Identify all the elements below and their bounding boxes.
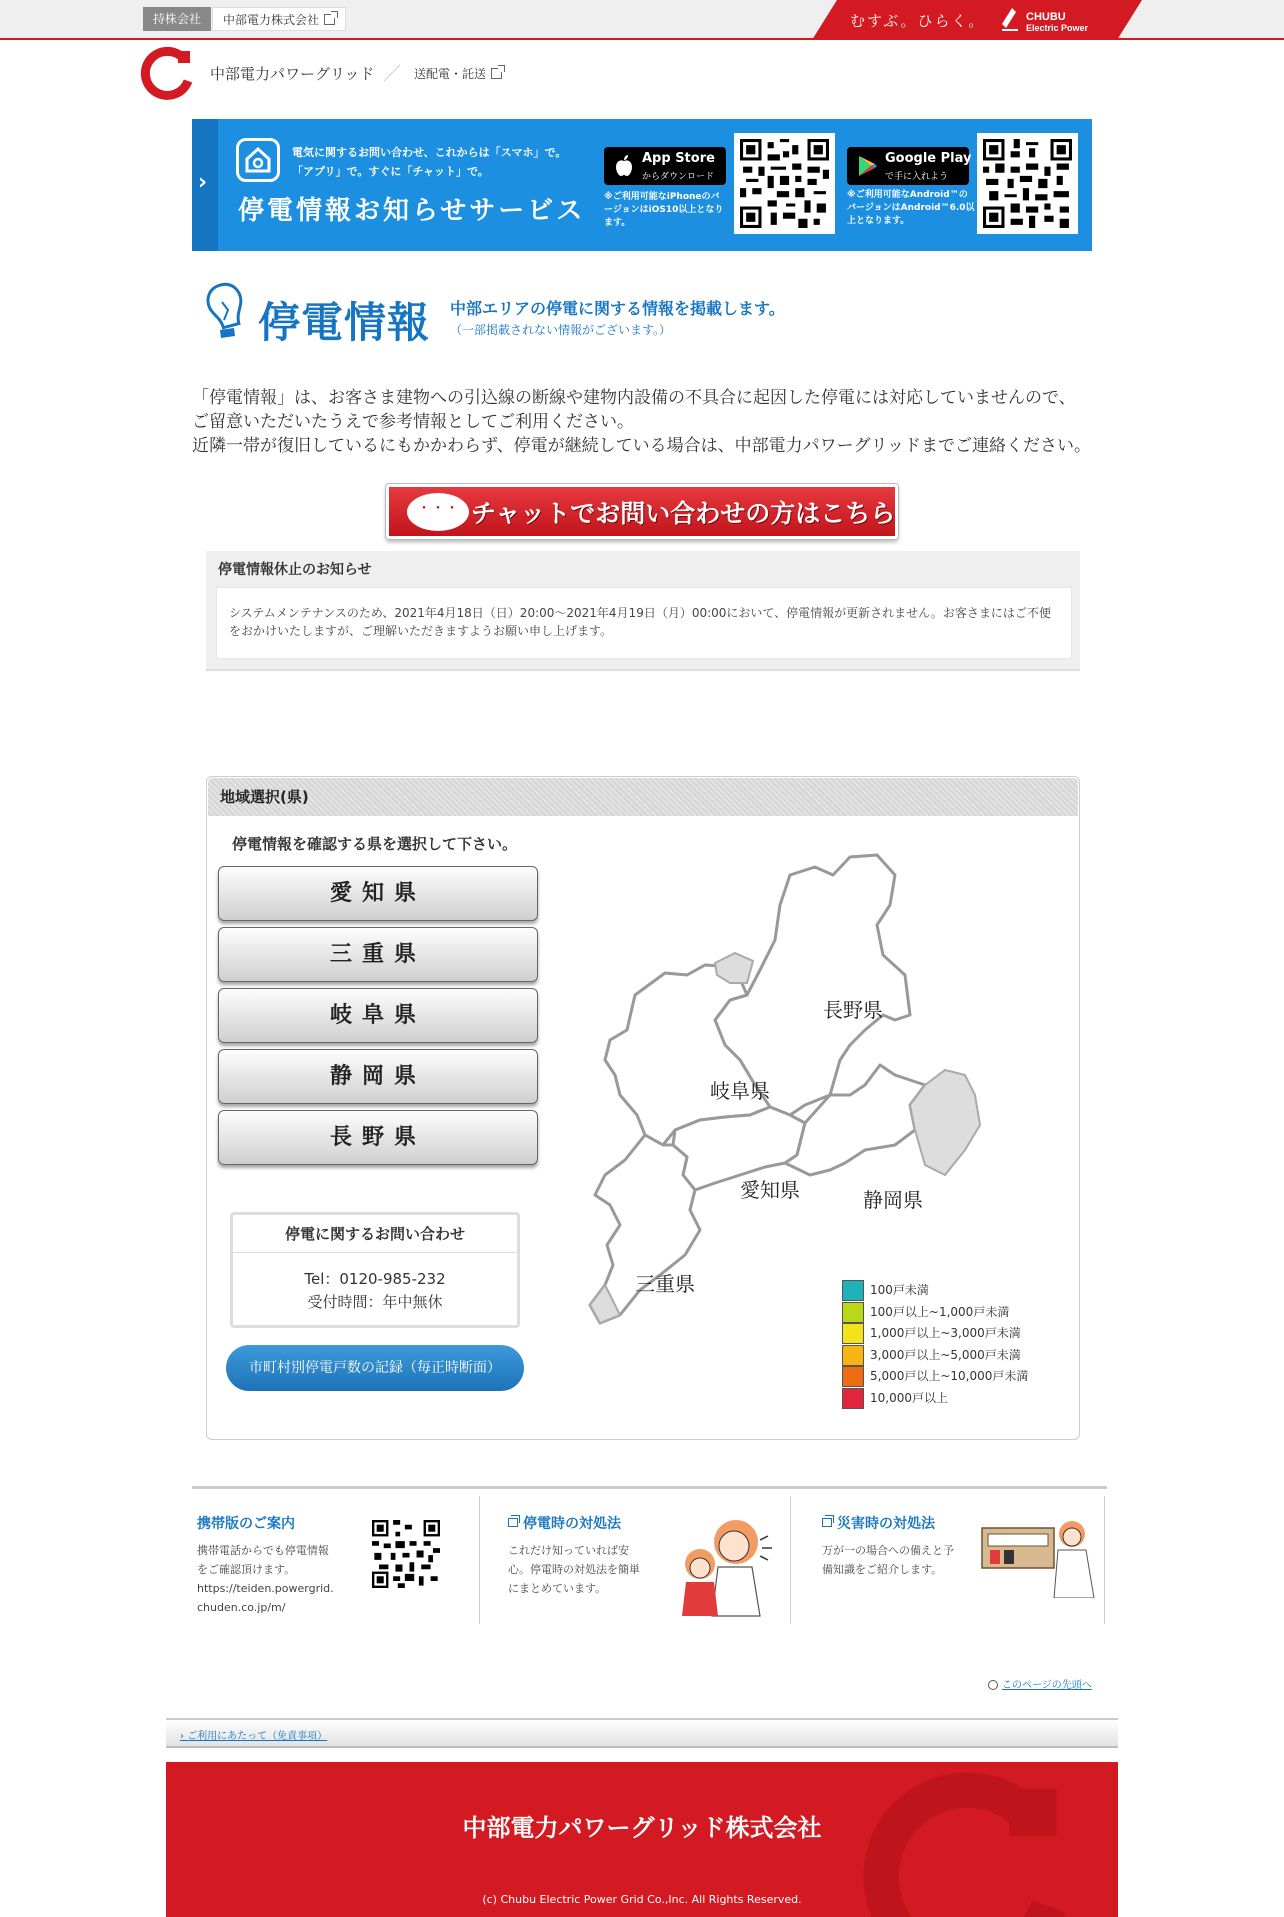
legend-item — [842, 1302, 1009, 1323]
disaster-tips-line1: 万が一の場合への備えと予 — [822, 1544, 954, 1557]
page-lead-note: （一部掲載されない情報がございます。） — [450, 323, 672, 337]
map-label-gifu: 岐阜県 — [710, 1079, 770, 1103]
android-qr-code — [977, 133, 1078, 234]
google-play-icon — [857, 154, 879, 178]
footer-company-name: 中部電力パワーグリッド株式会社 — [462, 1814, 822, 1842]
legend-item — [842, 1345, 1021, 1366]
intro-paragraph-1: 「停電情報」は、お客さま建物への引込線の断線や建物内設備の不具合に起因した停電には対応していませんので、ご留意いただいたうえで参考情報としてご利用ください。 — [192, 388, 1076, 432]
disaster-tips-text — [822, 1541, 972, 1579]
region-prompt: 停電情報を確認する県を選択して下さい。 — [232, 835, 518, 853]
app-house-icon — [236, 138, 280, 182]
chat-inquiry-button[interactable] — [386, 484, 898, 539]
contact-hours: 受付時間：年中無休 — [307, 1293, 443, 1311]
notice-body: システムメンテナンスのため、2021年4月18日（日）20:00～2021年4月19日（月）00:00において、停電情報が更新されません。お客さまにはご不便をおかけいたしますが、ご理解いただきますようお願い申し上げます。 — [216, 587, 1072, 659]
app-store-label: App Store — [642, 151, 715, 166]
banner-title: 停電情報お知らせサービス — [238, 196, 586, 226]
legend-swatch — [842, 1302, 864, 1323]
banner-message-line1: 電気に関するお問い合わせ、これからは「スマホ」で。 — [292, 146, 567, 159]
legend-item — [842, 1366, 1028, 1387]
app-store-sublabel: からダウンロード — [642, 172, 715, 182]
legend-item — [842, 1280, 929, 1301]
chat-bubble-icon: ・・・ — [407, 493, 469, 531]
map-label-shizuoka: 静岡県 — [863, 1188, 923, 1212]
external-link-icon — [491, 68, 502, 79]
google-play-sublabel: で手に入れよう — [885, 172, 949, 182]
mobile-info-title[interactable]: 携帯版のご案内 — [197, 1516, 295, 1532]
pref-button-nagano[interactable]: 長野県 — [218, 1110, 538, 1165]
terms-link[interactable]: › ご利用にあたって（免責事項） — [180, 1731, 328, 1742]
page-top-label: このページの先頭へ — [1002, 1680, 1092, 1691]
mobile-qr-code — [370, 1518, 442, 1590]
mobile-info-line1: 携帯電話からでも停電情報 — [197, 1544, 329, 1557]
legend-item — [842, 1323, 1021, 1344]
legend-swatch — [842, 1280, 864, 1301]
info-column-divider — [479, 1496, 480, 1624]
notice-title: 停電情報休止のお知らせ — [218, 562, 372, 578]
qr-code-icon — [372, 1520, 440, 1588]
chevron-right-icon: › — [198, 170, 208, 195]
legend-label: 5,000戸以上~10,000戸未満 — [870, 1369, 1029, 1383]
outage-tips-line2: 心。停電時の対処法を簡単 — [508, 1563, 640, 1576]
outage-tips-text — [508, 1541, 658, 1598]
page-top-link[interactable] — [988, 1676, 1092, 1691]
legend-label: 10,000戸以上 — [870, 1390, 948, 1405]
brand-tagline: むすぶ。ひらく。 — [850, 12, 986, 30]
worried-family-illustration-icon — [668, 1512, 778, 1618]
copyright: (c) Chubu Electric Power Grid Co.,Inc. All Rights Reserved. — [482, 1893, 802, 1906]
legend-label: 1,000戸以上~3,000戸未満 — [870, 1326, 1021, 1340]
new-window-icon — [822, 1518, 832, 1527]
mobile-url-line1: https://teiden.powergrid. — [197, 1582, 334, 1595]
holding-company-tag: 持株会社 — [143, 7, 211, 31]
municipal-records-button[interactable]: 市町村別停電戸数の記録（毎正時断面） — [226, 1345, 524, 1391]
legend-swatch — [842, 1345, 864, 1366]
google-play-button[interactable] — [847, 147, 972, 185]
legend-swatch — [842, 1388, 864, 1409]
app-banner[interactable] — [192, 119, 1092, 251]
legend-label: 3,000戸以上~5,000戸未満 — [870, 1347, 1021, 1362]
chubu-brand-line1: CHUBU — [1026, 11, 1066, 23]
pref-button-shizuoka[interactable]: 静岡県 — [218, 1049, 538, 1104]
pref-button-mie[interactable]: 三重県 — [218, 927, 538, 982]
page-title: 停電情報 — [258, 298, 431, 347]
map-label-aichi: 愛知県 — [740, 1178, 800, 1202]
legend-swatch — [842, 1366, 864, 1387]
disaster-tips-label: 災害時の対処法 — [837, 1516, 935, 1532]
legend-swatch — [842, 1323, 864, 1344]
pref-button-gifu[interactable]: 岐阜県 — [218, 988, 538, 1043]
arrow-up-icon — [988, 1680, 998, 1690]
intro-paragraph-2: 近隣一帯が復旧しているにもかかわらず、停電が継続している場合は、中部電力パワーグリッドまでご連絡ください。 — [192, 436, 1091, 456]
company-logo-icon[interactable] — [140, 45, 196, 101]
mobile-info-line2: をご確認頂けます。 — [197, 1563, 296, 1576]
legend-label: 100戸未満 — [870, 1283, 929, 1297]
info-section-divider — [192, 1486, 1107, 1489]
outage-tips-line1: これだけ知っていれば安 — [508, 1544, 629, 1557]
disaster-tips-line2: 備知識をご紹介します。 — [822, 1563, 943, 1576]
transmission-link[interactable] — [414, 65, 502, 82]
outage-tips-line3: にまとめています。 — [508, 1582, 607, 1595]
holding-company-link-label: 中部電力株式会社 — [223, 13, 320, 27]
contact-title: 停電に関するお問い合わせ — [233, 1215, 517, 1253]
lightbulb-icon — [204, 280, 252, 348]
legend-item — [842, 1388, 948, 1409]
outage-tips-title[interactable] — [508, 1513, 621, 1533]
transmission-link-label: 送配電・託送 — [414, 67, 487, 81]
apple-icon — [614, 154, 634, 178]
company-name[interactable]: 中部電力パワーグリッド — [210, 65, 375, 83]
android-version-note: ※ご利用可能なAndroid™のバージョンはAndroid™6.0以上となります。 — [847, 190, 975, 226]
map-label-mie: 三重県 — [635, 1272, 695, 1296]
chat-inquiry-label: チャットでお問い合わせの方はこちら — [471, 499, 896, 528]
map-label-nagano: 長野県 — [823, 998, 883, 1022]
banner-message-line2: 「アプリ」で。すぐに「チャット」で。 — [292, 165, 489, 178]
disaster-tips-title[interactable] — [822, 1513, 935, 1533]
page-lead: 中部エリアの停電に関する情報を掲載します。 — [450, 299, 785, 318]
app-store-button[interactable] — [604, 147, 726, 185]
ios-version-note: ※ご利用可能なiPhoneのバージョンはiOS10以上となります。 — [604, 192, 724, 228]
terms-link-label: ご利用にあたって（免責事項） — [187, 1731, 328, 1742]
region-panel-header — [208, 778, 1078, 816]
chubu-brand-mark-icon — [1000, 6, 1020, 32]
outage-tips-label: 停電時の対処法 — [523, 1516, 621, 1532]
chubu-brand-line2: Electric Power — [1026, 23, 1089, 33]
contact-tel: Tel：0120-985-232 — [304, 1270, 446, 1288]
holding-company-link[interactable] — [212, 7, 346, 31]
pref-button-aichi[interactable]: 愛知県 — [218, 866, 538, 921]
header-separator: ／ — [383, 64, 401, 85]
google-play-label: Google Play — [885, 151, 972, 166]
ios-qr-code — [734, 133, 835, 234]
legend-label: 100戸以上~1,000戸未満 — [870, 1304, 1010, 1319]
intro-text — [192, 386, 1092, 458]
chubu-brand-text — [1026, 12, 1088, 34]
qr-code-icon — [740, 139, 829, 228]
info-column-divider — [790, 1496, 791, 1624]
region-panel-title: 地域選択(県) — [220, 788, 309, 806]
new-window-icon — [508, 1518, 518, 1527]
mobile-info-text — [197, 1541, 357, 1617]
external-link-icon — [324, 14, 335, 25]
info-column-divider — [1104, 1496, 1105, 1624]
qr-code-icon — [983, 139, 1072, 228]
mobile-url-line2: chuden.co.jp/m/ — [197, 1601, 286, 1614]
disaster-prep-illustration-icon — [980, 1514, 1098, 1598]
